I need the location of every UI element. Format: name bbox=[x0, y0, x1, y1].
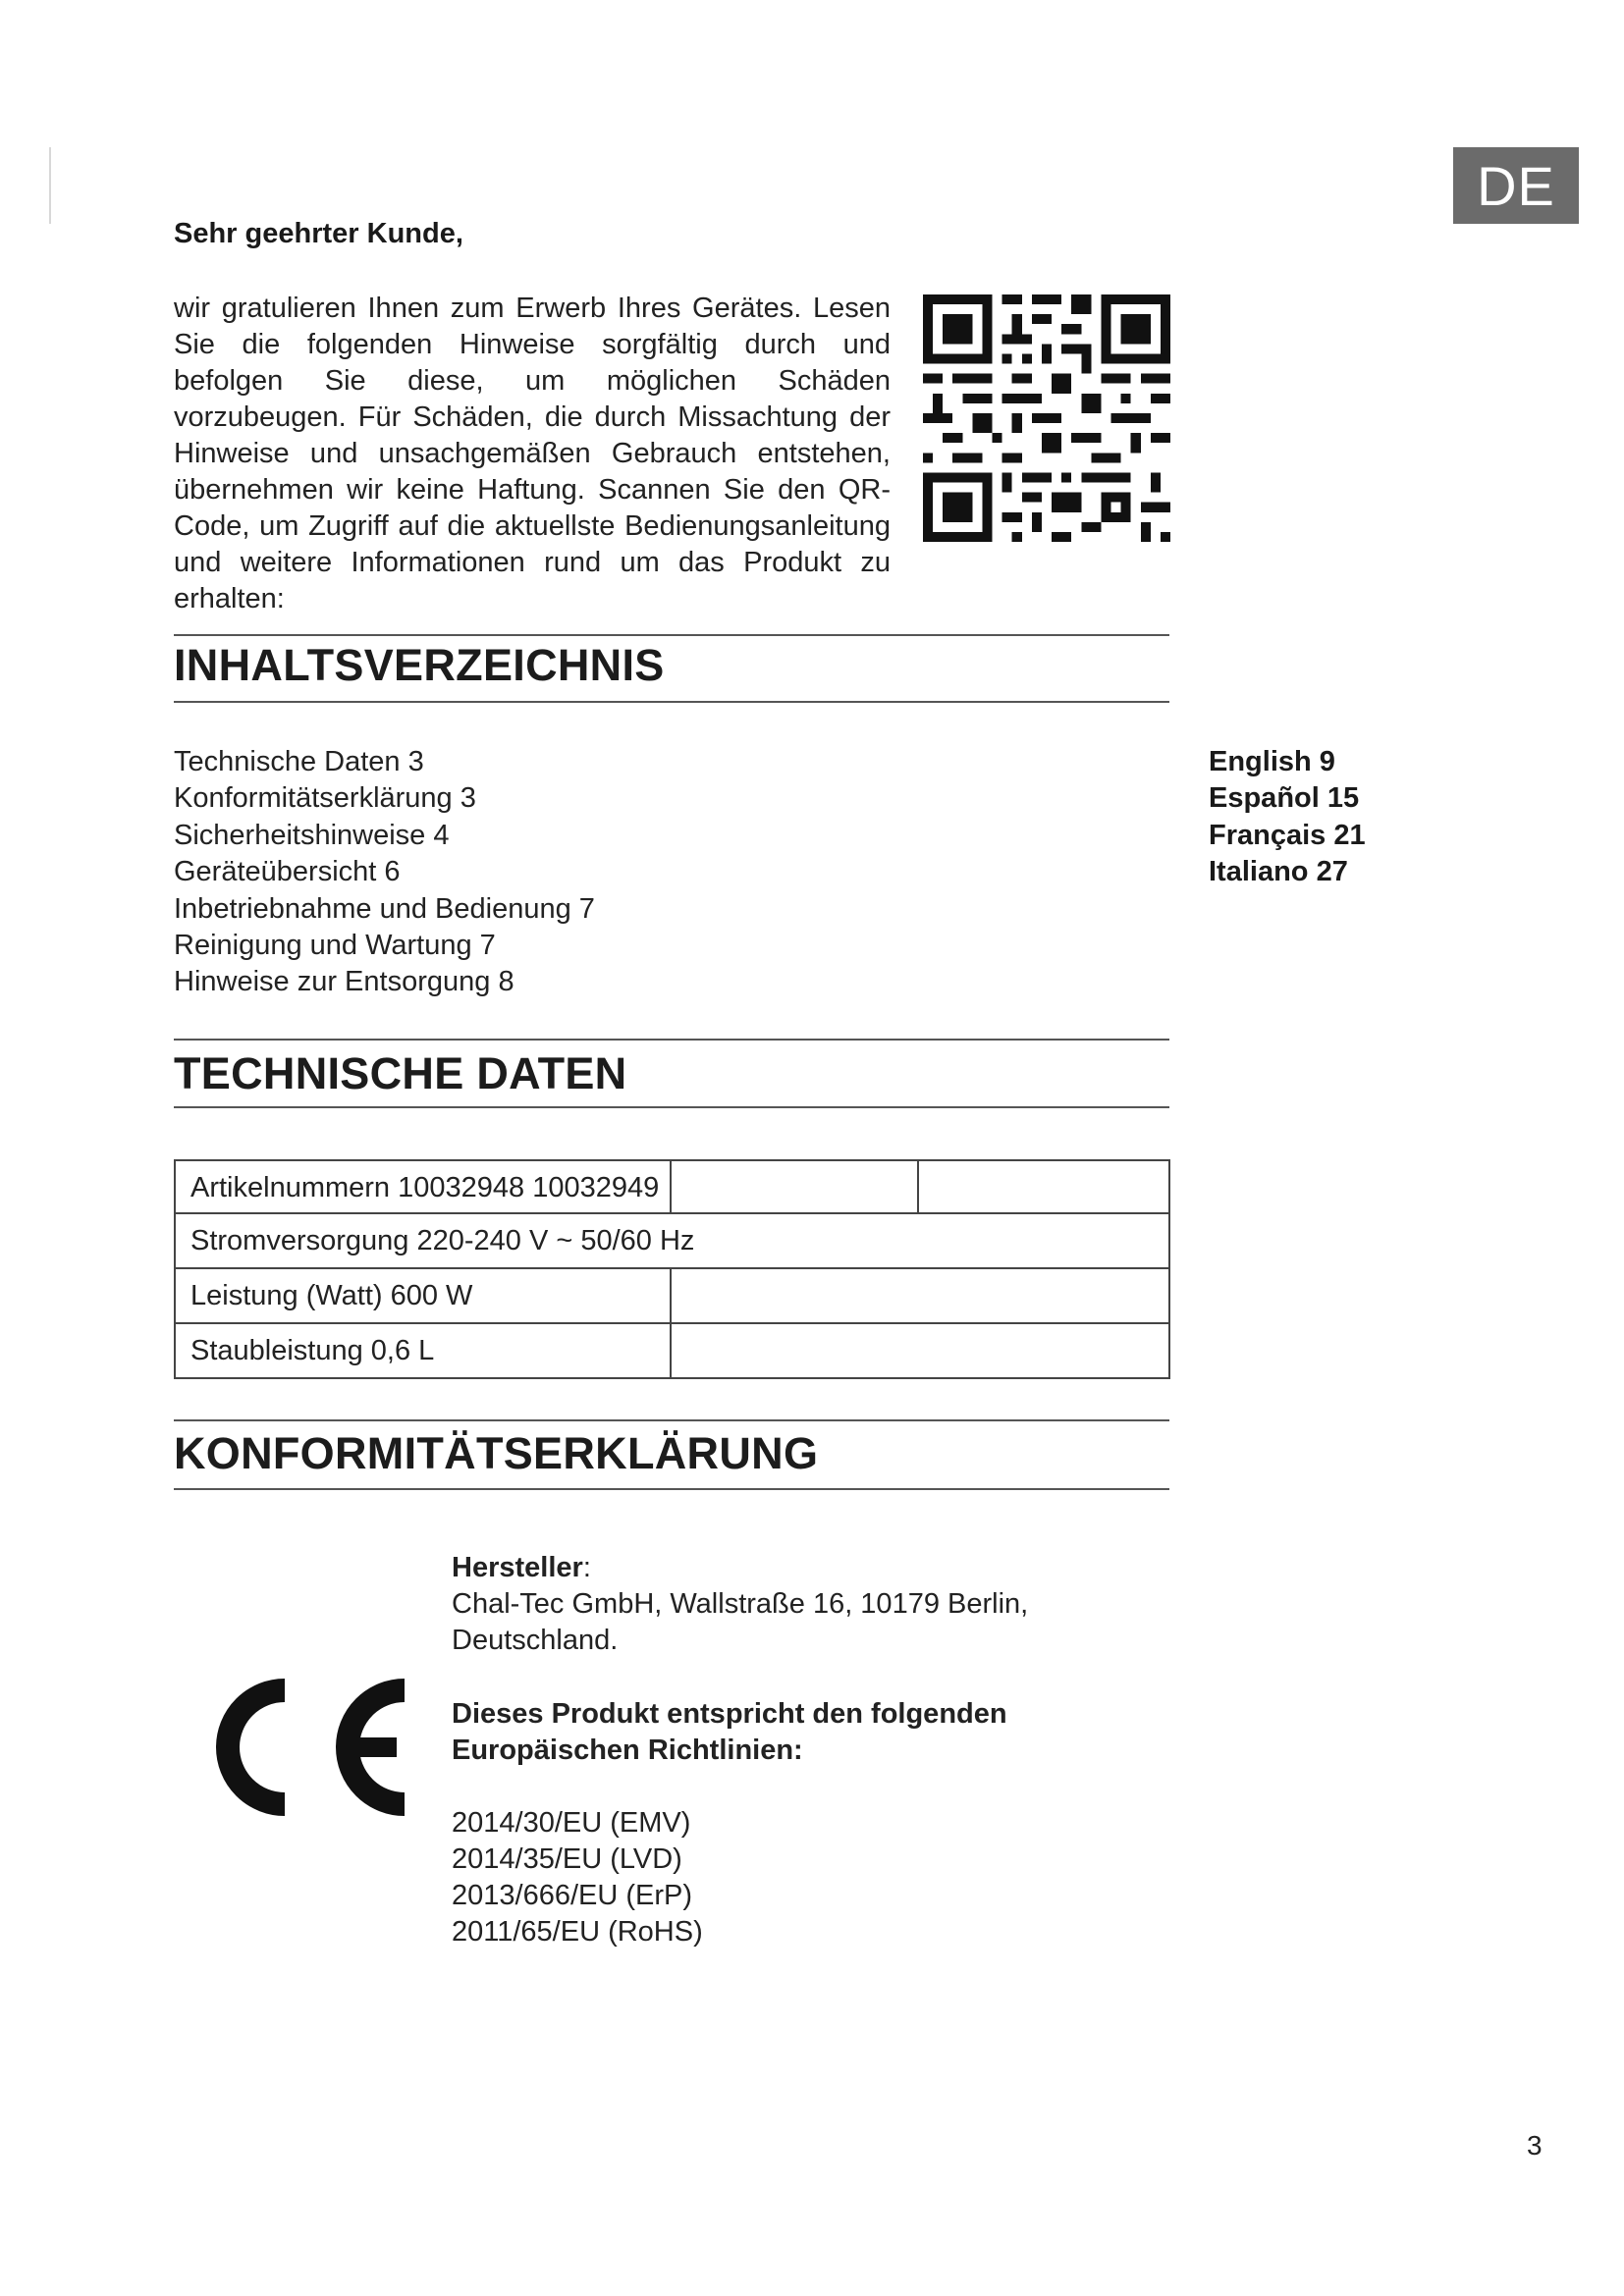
toc-item[interactable]: Inbetriebnahme und Bedienung 7 bbox=[174, 892, 595, 925]
spec-row-dust-capacity: Staubleistung 0,6 L bbox=[190, 1334, 435, 1366]
conformity-statement-1: Dieses Produkt entspricht den folgenden bbox=[452, 1698, 1007, 1730]
toc-item[interactable]: Hinweise zur Entsorgung 8 bbox=[174, 966, 514, 998]
spec-table bbox=[174, 1159, 1170, 1379]
intro-paragraph: wir gratulieren Ihnen zum Erwerb Ihres Gerätes. Lesen Sie die folgenden Hinweise sorgfältig durch und befolgen Sie diese, um möglichen Schäden vorzubeugen. Für Schäden, die durch Missachtung der Hinweise und unsachgemäßen Gebrauch entstehen, übernehmen wir keine Haftung. Scannen Sie den QR-Code, um Zugriff auf die aktuellste Bedienungsanleitung und weitere Informationen rund um das Produkt zu erhalten: bbox=[174, 293, 891, 614]
directive-item: 2011/65/EU (RoHS) bbox=[452, 1916, 703, 1948]
page-number: 3 bbox=[1527, 2130, 1543, 2161]
toc-item[interactable]: Reinigung und Wartung 7 bbox=[174, 930, 496, 962]
tech-rule-top bbox=[174, 1039, 1169, 1041]
conformity-rule-top bbox=[174, 1419, 1169, 1421]
toc-list bbox=[174, 744, 595, 1001]
toc-item[interactable]: Sicherheitshinweise 4 bbox=[174, 819, 450, 851]
spec-row-power-supply: Stromversorgung 220-240 V ~ 50/60 Hz bbox=[190, 1224, 695, 1256]
toc-item[interactable]: Technische Daten 3 bbox=[174, 746, 424, 777]
manufacturer-country: Deutschland. bbox=[452, 1625, 619, 1656]
toc-item[interactable]: Geräteübersicht 6 bbox=[174, 856, 401, 888]
manufacturer-label-line bbox=[452, 1550, 591, 1587]
language-link-french[interactable]: Français 21 bbox=[1209, 819, 1366, 851]
margin-mark bbox=[49, 147, 51, 224]
spec-row-article: Artikelnummern 10032948 10032949 bbox=[190, 1171, 660, 1203]
directive-item: 2014/35/EU (LVD) bbox=[452, 1843, 682, 1875]
language-link-italian[interactable]: Italiano 27 bbox=[1209, 856, 1348, 888]
directive-item: 2014/30/EU (EMV) bbox=[452, 1807, 691, 1839]
language-tab: DE bbox=[1453, 147, 1579, 224]
language-index bbox=[1209, 744, 1366, 891]
toc-rule-top bbox=[174, 634, 1169, 636]
tech-rule-bottom bbox=[174, 1106, 1169, 1108]
toc-item[interactable]: Konformitätserklärung 3 bbox=[174, 782, 476, 815]
conformity-rule-bottom bbox=[174, 1488, 1169, 1490]
conformity-statement-2: Europäischen Richtlinien: bbox=[452, 1735, 803, 1766]
ce-mark-icon bbox=[194, 1669, 418, 1826]
qr-code[interactable] bbox=[923, 294, 1170, 542]
directive-item: 2013/666/EU (ErP) bbox=[452, 1880, 693, 1911]
toc-heading: INHALTSVERZEICHNIS bbox=[174, 640, 665, 690]
spec-row-wattage: Leistung (Watt) 600 W bbox=[190, 1279, 473, 1311]
language-link-english[interactable]: English 9 bbox=[1209, 746, 1335, 777]
manufacturer-address: Chal-Tec GmbH, Wallstraße 16, 10179 Berlin, bbox=[452, 1588, 1029, 1620]
manufacturer-label: Hersteller bbox=[452, 1552, 583, 1583]
tech-heading: TECHNISCHE DATEN bbox=[174, 1048, 627, 1098]
manufacturer-colon: : bbox=[582, 1552, 591, 1583]
toc-rule-bottom bbox=[174, 701, 1169, 703]
conformity-heading: KONFORMITÄTSERKLÄRUNG bbox=[174, 1428, 819, 1478]
language-link-spanish[interactable]: Español 15 bbox=[1209, 782, 1360, 815]
greeting: Sehr geehrter Kunde, bbox=[174, 218, 463, 249]
